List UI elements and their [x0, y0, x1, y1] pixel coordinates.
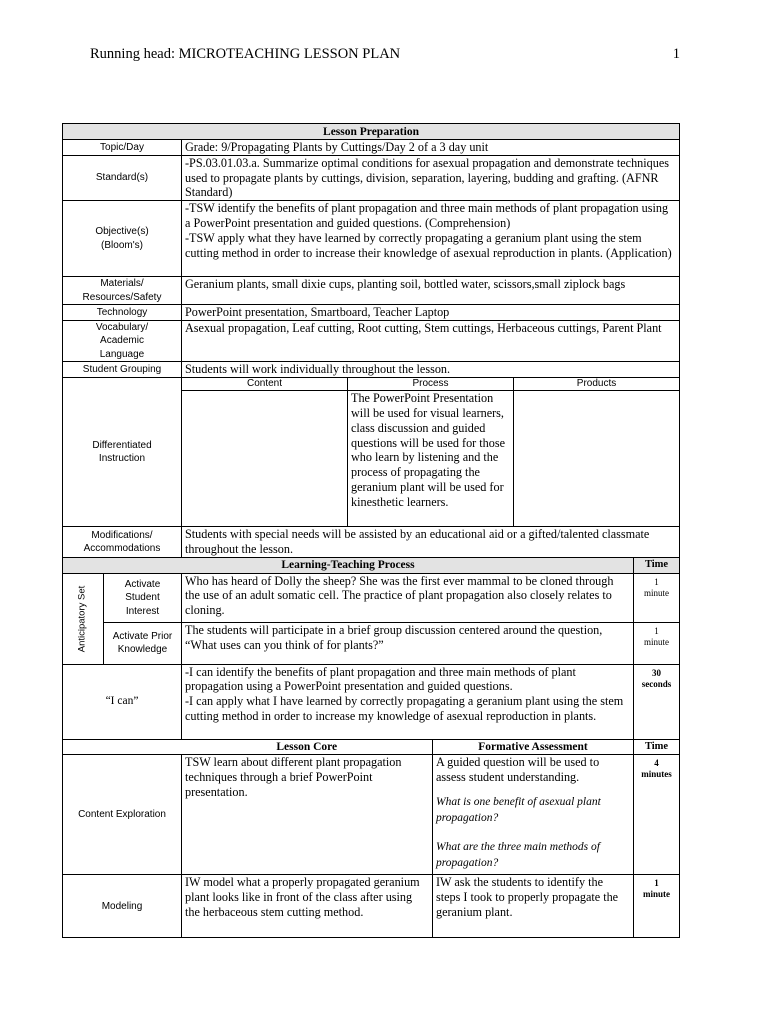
technology-value: PowerPoint presentation, Smartboard, Teacher Laptop — [182, 305, 680, 321]
di-content-value — [182, 391, 348, 527]
content-exploration-value: TSW learn about different plant propagation techniques through a brief PowerPoint presentation. — [182, 755, 433, 875]
modeling-time: 1 minute — [634, 875, 680, 938]
i-can-label: “I can” — [63, 664, 182, 739]
modeling-value: IW model what a properly propagated geranium plant looks like in front of the class after using the herbaceous stem cutting method. — [182, 875, 433, 938]
di-products-value — [514, 391, 680, 527]
objective-value: -TSW identify the benefits of plant propagation and three main methods of plant propagation using a PowerPoint presentation and guided questions. (Comprehension) -TSW apply what they have learned by correctly propagating a geranium plant using the stem cutting method in order to increase their knowledge of asexual reproduction in plants. (Application) — [182, 201, 680, 277]
modifications-value: Students with special needs will be assisted by an educational aid or a gifted/talented classmate throughout the lesson. — [182, 527, 680, 558]
lesson-core-header-spacer — [63, 739, 182, 755]
lesson-plan-table — [62, 123, 680, 938]
page-header — [90, 46, 680, 66]
content-exploration-assessment — [433, 755, 634, 875]
exploration-assessment-text: A guided question will be used to assess student understanding. — [436, 755, 600, 785]
i-can-time: 30 seconds — [634, 664, 680, 739]
activate-interest-value: Who has heard of Dolly the sheep? She was the first ever mammal to be cloned through the use of an adult somatic cell. The practice of plant propagation also closely relates to cloning. — [182, 573, 634, 623]
activate-prior-time: 1 minute — [634, 623, 680, 664]
activate-interest-time: 1 minute — [634, 573, 680, 623]
running-head: Running head: MICROTEACHING LESSON PLAN — [90, 46, 401, 62]
topic-value: Grade: 9/Propagating Plants by Cuttings/Day 2 of a 3 day unit — [182, 140, 680, 156]
anticipatory-set-cell — [63, 573, 104, 664]
topic-label: Topic/Day — [63, 140, 182, 156]
i-can-value: -I can identify the benefits of plant propagation and three main methods of plant propagation using a PowerPoint presentation and guided questions. -I can apply what I have learned by correctly propagating a geranium plant using the stem cutting method in order to increase my knowledge of asexual reproduction in plants. — [182, 664, 634, 739]
standard-value: -PS.03.01.03.a. Summarize optimal conditions for asexual propagation and demonstrate techniques used to propagate plants by cuttings, division, separation, layering, budding and grafting. (AFNR Standard) — [182, 155, 680, 200]
exploration-question-2: What are the three main methods of propagation? — [436, 841, 600, 869]
page-number: 1 — [672, 46, 680, 62]
materials-value: Geranium plants, small dixie cups, planting soil, bottled water, scissors,small ziplock bags — [182, 277, 680, 305]
formative-assessment-header: Formative Assessment — [433, 739, 634, 755]
objective-label: Objective(s) (Bloom's) — [63, 201, 182, 277]
time-header: Time — [634, 557, 680, 573]
anticipatory-set-label: Anticipatory Set — [76, 585, 88, 652]
grouping-value: Students will work individually throughout the lesson. — [182, 362, 680, 378]
lesson-core-header: Lesson Core — [182, 739, 433, 755]
di-content-header: Content — [182, 378, 348, 391]
grouping-label: Student Grouping — [63, 362, 182, 378]
modeling-label: Modeling — [63, 875, 182, 938]
activate-prior-value: The students will participate in a brief group discussion centered around the question, “What uses can you think of for plants?” — [182, 623, 634, 664]
learning-teaching-process-header: Learning-Teaching Process — [63, 557, 634, 573]
activate-prior-label: Activate Prior Knowledge — [104, 623, 182, 664]
technology-label: Technology — [63, 305, 182, 321]
vocabulary-value: Asexual propagation, Leaf cutting, Root cutting, Stem cuttings, Herbaceous cuttings, Parent Plant — [182, 320, 680, 362]
content-exploration-time: 4 minutes — [634, 755, 680, 875]
lesson-preparation-header: Lesson Preparation — [63, 124, 680, 140]
modeling-assessment: IW ask the students to identify the steps I took to properly propagate the geranium plant. — [433, 875, 634, 938]
materials-label: Materials/ Resources/Safety — [63, 277, 182, 305]
content-exploration-label: Content Exploration — [63, 755, 182, 875]
activate-interest-label: Activate Student Interest — [104, 573, 182, 623]
di-products-header: Products — [514, 378, 680, 391]
vocabulary-label: Vocabulary/ Academic Language — [63, 320, 182, 362]
modifications-label: Modifications/ Accommodations — [63, 527, 182, 558]
core-time-header: Time — [634, 739, 680, 755]
di-process-header: Process — [348, 378, 514, 391]
standard-label: Standard(s) — [63, 155, 182, 200]
differentiated-instruction-label: Differentiated Instruction — [63, 378, 182, 527]
exploration-question-1: What is one benefit of asexual plant propagation? — [436, 796, 601, 824]
di-process-value: The PowerPoint Presentation will be used for visual learners, class discussion and guided questions will be used for those who learn by listening and the process of propagating the geranium plant will be used for kinesthetic learners. — [348, 391, 514, 527]
